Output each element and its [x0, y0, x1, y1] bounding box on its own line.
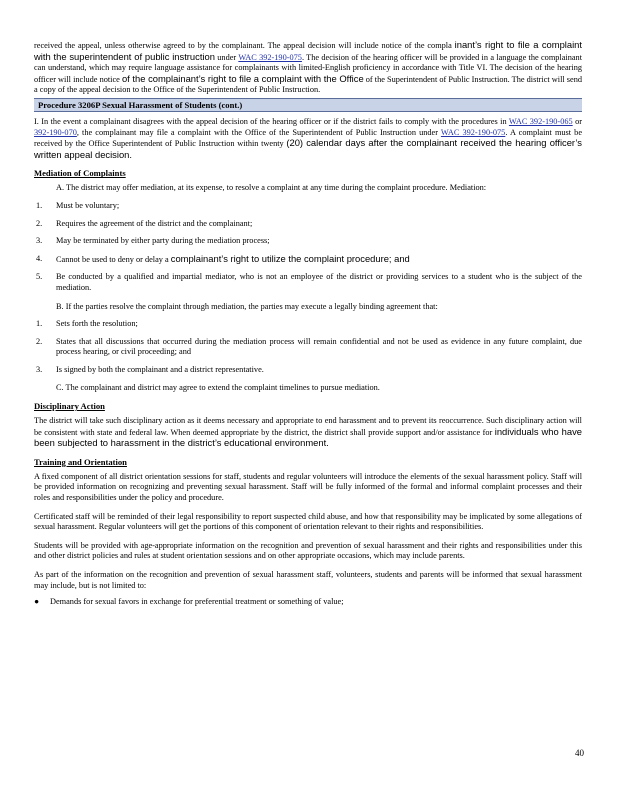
appeal-decision-paragraph: received the appeal, unless otherwise agreed to by the complainant. The appeal decision will include notice of the compla inant’s right to file a complaint with the superintendent of public instruction under WAC 392-190-075. The decision of the hearing officer will be provided in a language the complainant can understand, which may require language assistance for complainants with limited-English proficiency in accordance with Title VI. The decision of the hearing officer will include notice of the complainant’s right to file a complaint with the Office of the Superintendent of Public Instruction. The district will send a copy of the appeal decision to the Office of the Superintendent of Public Instruction.: [34, 39, 583, 95]
list-item: 5. Be conducted by a qualified and impartial mediator, who is not an employee of the district or providing services to a student who is the subject of the mediation.: [36, 272, 582, 292]
list-item: 3. May be terminated by either party during the mediation process;: [36, 236, 270, 246]
training-heading: Training and Orientation: [34, 456, 127, 467]
page-number: 40: [575, 748, 584, 758]
wac-link[interactable]: WAC 392-190-075: [238, 52, 302, 62]
list-item: 4. Cannot be used to deny or delay a complainant’s right to utilize the complaint procedure; and: [36, 252, 410, 264]
procedure-header-band: Procedure 3206P Sexual Harassment of Students (cont.): [34, 98, 582, 112]
bullet-icon: ●: [34, 597, 40, 607]
disciplinary-heading: Disciplinary Action: [34, 401, 105, 412]
document-page: [34, 40, 582, 608]
list-item: 1. Must be voluntary;: [36, 200, 120, 210]
training-paragraph: As part of the information on the recognition and prevention of sexual harassment staff, volunteers, students and parents will be informed that sexual harassment may include, but is not limited to:: [34, 570, 582, 590]
wac-link[interactable]: 392-190-070: [34, 127, 77, 137]
mediation-B-paragraph: B. If the parties resolve the complaint through mediation, the parties may execute a legally binding agreement that:: [56, 301, 438, 311]
mediation-C-paragraph: C. The complainant and district may agree to extend the complaint timelines to pursue mediation.: [56, 383, 380, 393]
section-I-paragraph: I. In the event a complainant disagrees with the appeal decision of the hearing officer or if the district fails to comply with the procedures in WAC 392-190-065 or 392-190-070, the complainant may file a complaint with the Office of the Superintendent of Public Instruction under WAC 392-190-075. A complaint must be received by the Office Superintendent of Public Instruction within twenty (20) calendar days after the complainant received the hearing officer’s written appeal decision.: [34, 116, 583, 160]
training-paragraph: Certificated staff will be reminded of their legal responsibility to report suspected child abuse, and how that responsibility may be implicated by some allegations of sexual harassment. Regular volunteers will get the portions of this component of orientation relevant to their rights and responsibilities.: [34, 511, 582, 532]
mediation-heading: Mediation of Complaints: [34, 168, 126, 179]
list-item: 2. Requires the agreement of the district and the complainant;: [36, 218, 253, 228]
wac-link[interactable]: WAC 392-190-065: [508, 116, 573, 126]
list-item: 2. States that all discussions that occurred during the mediation process will remain confidential and not be used as evidence in any future complaint, due process hearing, or civil proceeding; and: [36, 336, 582, 357]
disciplinary-paragraph: The district will take such disciplinary action as it deems necessary and appropriate to end harassment and to prevent its reoccurrence. Such disciplinary action will be consistent with state and federal law. When deemed appropriate by the district, the district shall provide support and/or assistance for individuals who have been subjected to harassment in the district’s educational environment.: [34, 416, 583, 449]
list-item: 3. Is signed by both the complainant and a district representative.: [36, 364, 264, 374]
bullet-item: ● Demands for sexual favors in exchange for preferential treatment or something of value;: [34, 597, 344, 607]
mediation-A-paragraph: A. The district may offer mediation, at its expense, to resolve a complaint at any time during the complaint procedure. Mediation:: [56, 183, 487, 193]
training-paragraph: A fixed component of all district orientation sessions for staff, students and regular volunteers will introduce the elements of the sexual harassment policy. Staff will be provided information on recognizing and preventing sexual harassment. Staff will be fully informed of the formal and informal complaint processes and their roles and responsibilities under the policy and procedure.: [34, 471, 582, 503]
list-item: 1. Sets forth the resolution;: [36, 319, 138, 329]
wac-link[interactable]: WAC 392-190-075: [440, 127, 506, 137]
training-paragraph: Students will be provided with age-appropriate information on the recognition and prevention of sexual harassment and their rights and responsibilities under this and other district policies and rules at student orientation sessions and on other appropriate occasions, which may include parents.: [34, 540, 582, 561]
